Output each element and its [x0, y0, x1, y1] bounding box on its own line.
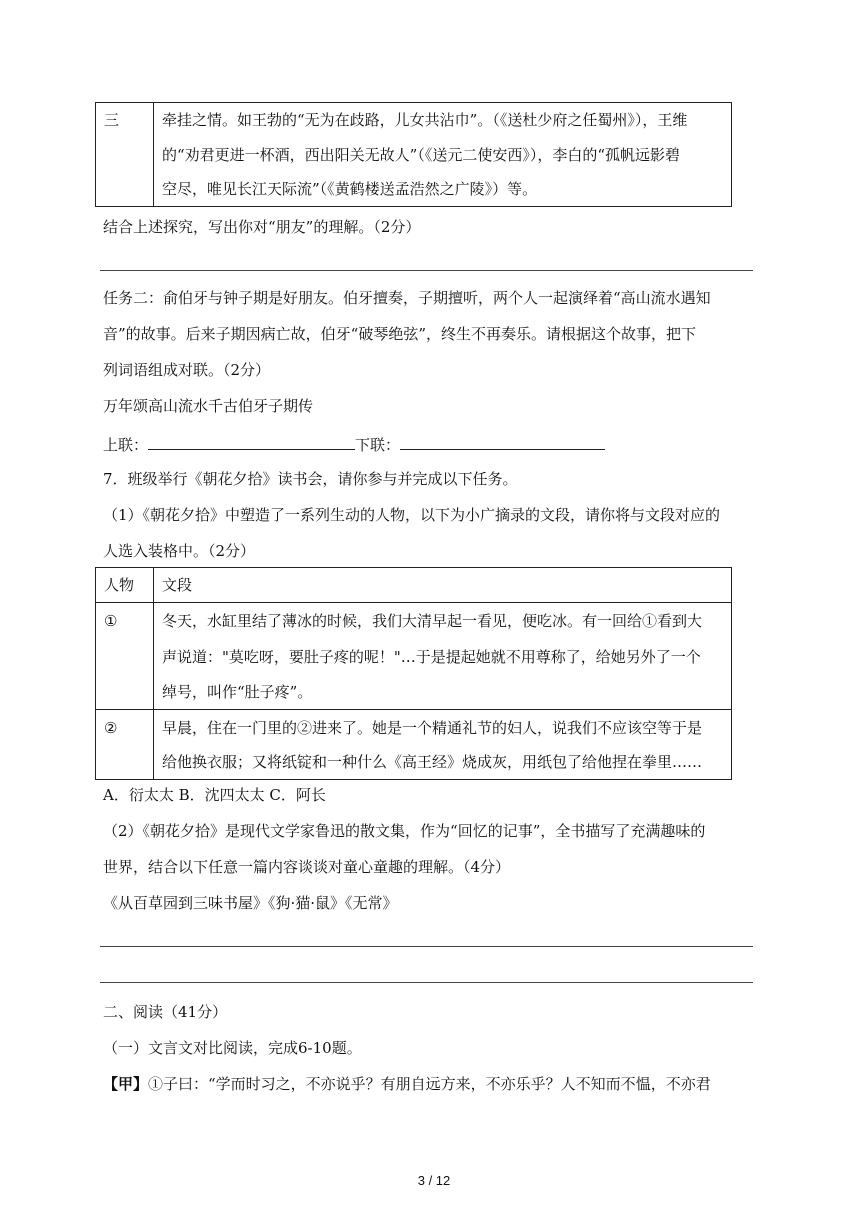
row1-line-2: 声说道："莫吃呀，要肚子疼的呢！"…于是提起她就不用尊称了，给她另外了一个	[162, 648, 701, 666]
table-row	[96, 603, 732, 710]
upper-couplet-label: 上联：	[103, 436, 149, 454]
task2-line-2: 音”的故事。后来子期因病亡故，伯牙“破琴绝弦”，终生不再奏乐。请根据这个故事，把下	[103, 325, 697, 343]
section2-part1: （一）文言文对比阅读，完成6-10题。	[103, 1039, 362, 1057]
row1-passage-cell	[154, 603, 732, 710]
row1-line-3: 绰号，叫作“肚子疼”。	[162, 683, 313, 701]
top-table-line-2: 的“劝君更进一杯酒，西出阳关无故人”（《送元二使安西》），李白的“孤帆远影碧	[162, 146, 681, 164]
row1-person-cell[interactable]	[96, 603, 154, 710]
answer-line-1[interactable]	[100, 946, 753, 947]
q7-sub2-line-2: 世界，结合以下任意一篇内容谈谈对童心童趣的理解。（4分）	[103, 858, 511, 876]
section2-title: 二、阅读（41分）	[103, 1003, 228, 1021]
answer-line-2[interactable]	[100, 982, 753, 983]
task2-line-3: 列词语组成对联。（2分）	[103, 361, 271, 379]
row2-passage-cell	[154, 710, 732, 780]
table-row	[96, 710, 732, 780]
jia-passage	[103, 1074, 711, 1094]
top-table-label-cell	[96, 103, 154, 207]
top-table-label: 三	[104, 111, 120, 129]
row2-number: ②	[104, 719, 118, 737]
row1-number: ①	[104, 612, 118, 630]
question-friend: 结合上述探究，写出你对“朋友”的理解。（2分）	[103, 218, 421, 236]
row1-line-1: 冬天，水缸里结了薄冰的时候，我们大清早起一看见，便吃冰。有一回给①看到大	[162, 612, 703, 630]
row2-line-1: 早晨，住在一门里的②进来了。她是一个精通礼节的妇人，说我们不应该空等于是	[162, 719, 703, 737]
row2-person-cell[interactable]	[96, 710, 154, 780]
jia-text: ①子曰：“学而时习之，不亦说乎？有朋自远方来，不亦乐乎？人不知而不愠，不亦君	[148, 1075, 711, 1093]
question-7-title: 7．班级举行《朝花夕拾》读书会，请你参与并完成以下任务。	[103, 470, 518, 488]
jia-tag: 【甲】	[103, 1075, 149, 1093]
q7-works-list: 《从百草园到三味书屋》《狗·猫·鼠》《无常》	[103, 894, 398, 912]
q7-sub2-line-1: （2）《朝花夕拾》是现代文学家鲁迅的散文集，作为“回忆的记事”，全书描写了充满趣味的	[103, 822, 706, 840]
q7-sub1-line-1: （1）《朝花夕拾》中塑造了一系列生动的人物，以下为小广摘录的文段，请你将与文段对应的	[103, 506, 721, 524]
top-table	[95, 102, 732, 207]
couplet-words: 万年颂高山流水千古伯牙子期传	[103, 397, 314, 415]
q7-options: A．衍太太 B．沈四太太 C．阿长	[103, 786, 326, 804]
header-passage: 文段	[162, 576, 193, 594]
characters-table-header	[96, 568, 732, 603]
header-cell-person	[96, 568, 154, 603]
answer-line-friend[interactable]	[100, 270, 753, 271]
task2-line-1: 任务二：俞伯牙与钟子期是好朋友。伯牙擅奏，子期擅听，两个人一起演绎着“高山流水遇知	[103, 289, 711, 307]
characters-table	[95, 567, 732, 780]
header-person: 人物	[104, 576, 135, 594]
top-table-text-cell	[154, 103, 732, 207]
page-number: 3 / 12	[417, 1173, 451, 1188]
lower-couplet-label: 下联：	[355, 436, 401, 454]
lower-couplet-blank[interactable]	[400, 433, 605, 450]
top-table-line-3: 空尽，唯见长江天际流”（《黄鹤楼送孟浩然之广陵》）等。	[162, 180, 538, 198]
upper-couplet-blank[interactable]	[148, 433, 355, 450]
top-table-line-1: 牵挂之情。如王勃的“无为在歧路，儿女共沾巾”。（《送杜少府之任蜀州》），王维	[162, 111, 688, 129]
q7-sub1-line-2: 人选入装格中。（2分）	[103, 542, 256, 560]
row2-line-2: 给他换衣服；又将纸锭和一种什么《高王经》烧成灰，用纸包了给他捏在拳里……	[162, 753, 703, 771]
header-cell-passage	[154, 568, 732, 603]
couplet-answer-row	[103, 433, 605, 455]
